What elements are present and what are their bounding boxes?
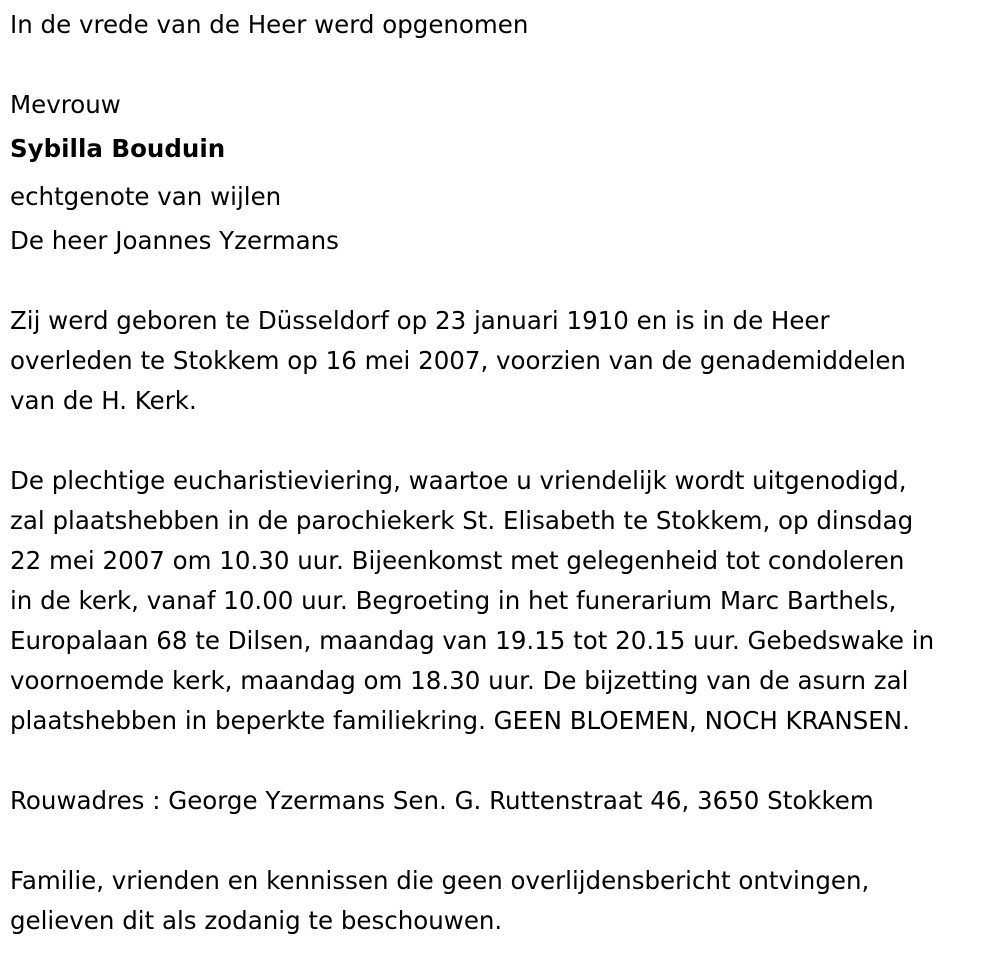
paragraph-line: in de kerk, vanaf 10.00 uur. Begroeting in het funerarium Marc Barthels, <box>10 586 897 615</box>
paragraph-line: Zij werd geboren te Düsseldorf op 23 januari 1910 en is in de Heer <box>10 306 830 335</box>
paragraph-line: zal plaatshebben in de parochiekerk St. Elisabeth te Stokkem, op dinsdag <box>10 506 914 535</box>
intro-text: In de vrede van de Heer werd opgenomen <box>10 10 529 39</box>
spouse-name: De heer Joannes Yzermans <box>10 226 339 255</box>
mourning-address: Rouwadres : George Yzermans Sen. G. Ruttenstraat 46, 3650 Stokkem <box>10 786 874 815</box>
spacer <box>10 421 990 461</box>
closing-paragraph <box>10 861 990 941</box>
ceremony-paragraph <box>10 461 990 741</box>
paragraph-line: voornoemde kerk, maandag om 18.30 uur. De bijzetting van de asurn zal <box>10 666 909 695</box>
salutation: Mevrouw <box>10 90 121 119</box>
spacer <box>10 741 990 781</box>
paragraph-line: 22 mei 2007 om 10.30 uur. Bijeenkomst met gelegenheid tot condoleren <box>10 546 905 575</box>
paragraph-line: Familie, vrienden en kennissen die geen overlijdensbericht ontvingen, <box>10 866 870 895</box>
paragraph-line: overleden te Stokkem op 16 mei 2007, voorzien van de genademiddelen <box>10 346 906 375</box>
paragraph-line: van de H. Kerk. <box>10 386 197 415</box>
relation-text: echtgenote van wijlen <box>10 182 282 211</box>
deceased-name: Sybilla Bouduin <box>10 134 226 163</box>
spacer <box>10 821 990 861</box>
paragraph-line: plaatshebben in beperkte familiekring. GEEN BLOEMEN, NOCH KRANSEN. <box>10 706 910 735</box>
paragraph-line: De plechtige eucharistieviering, waartoe u vriendelijk wordt uitgenodigd, <box>10 466 907 495</box>
paragraph-line: Europalaan 68 te Dilsen, maandag van 19.15 tot 20.15 uur. Gebedswake in <box>10 626 935 655</box>
paragraph-line: gelieven dit als zodanig te beschouwen. <box>10 906 503 935</box>
birth-death-paragraph <box>10 301 990 421</box>
spacer <box>10 45 990 85</box>
spacer <box>10 261 990 301</box>
